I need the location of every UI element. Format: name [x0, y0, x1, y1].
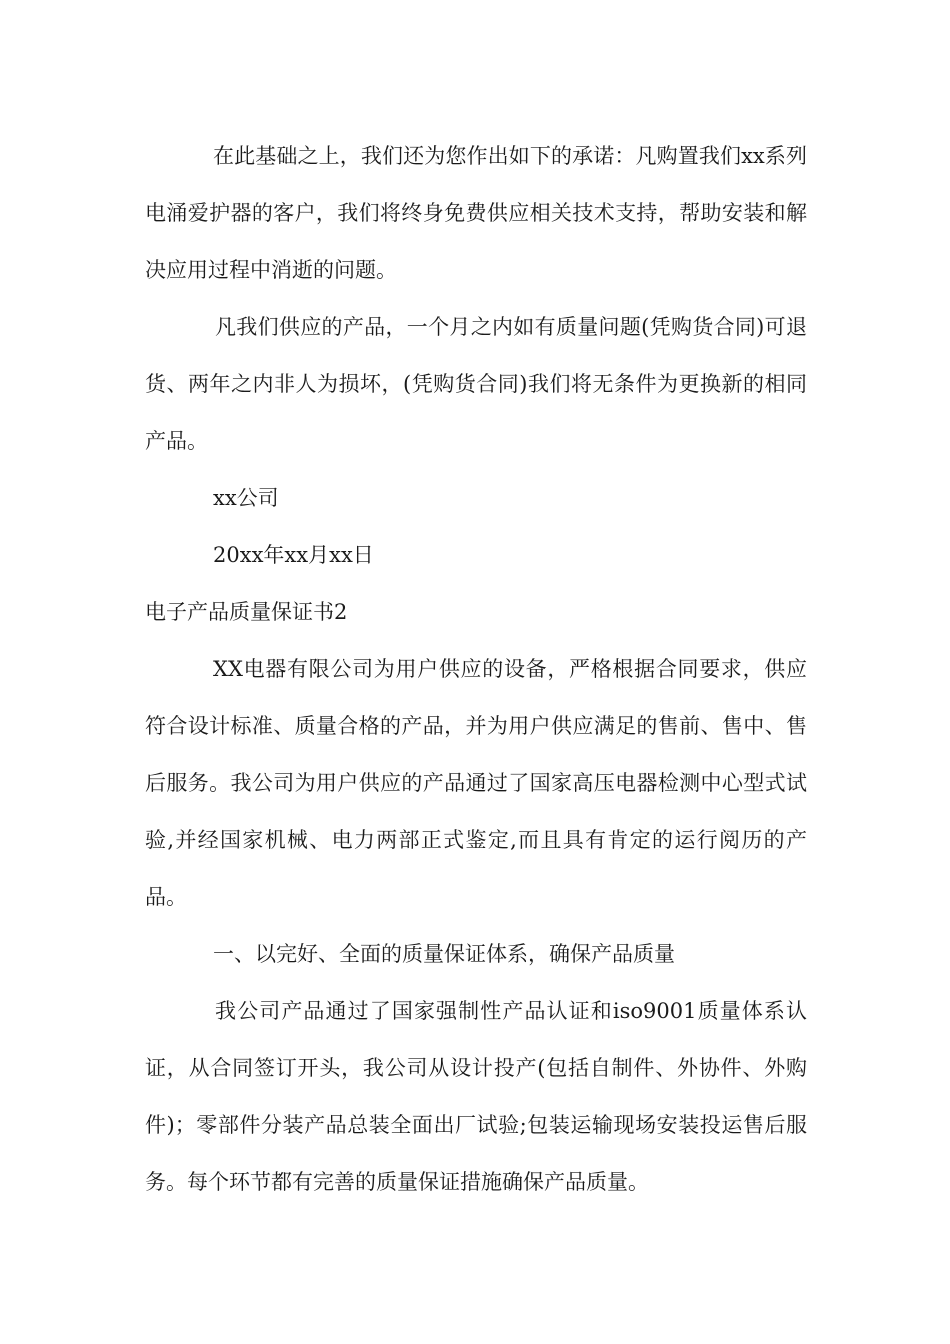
signature-date: 20xx年xx月xx日	[213, 543, 374, 567]
section-heading-quality-system: 一、以完好、全面的质量保证体系，确保产品质量	[213, 942, 675, 966]
signature-company: xx公司	[213, 486, 279, 510]
paragraph-commitment: 在此基础之上，我们还为您作出如下的承诺：凡购置我们xx系列电涌爱护器的客户，我们将终身免费供应相关技术支持，帮助安装和解决应用过程中消逝的问题。	[145, 144, 807, 282]
paragraph-certification: 我公司产品通过了国家强制性产品认证和iso9001质量体系认证，从合同签订开头，我公司从设计投产(包括自制件、外协件、外购件)；零部件分装产品总装全面出厂试验;包装运输现场安装投运售后服务。每个环节都有完善的质量保证措施确保产品质量。	[145, 999, 807, 1194]
paragraph-return-policy: 凡我们供应的产品，一个月之内如有质量问题(凭购货合同)可退货、两年之内非人为损坏，(凭购货合同)我们将无条件为更换新的相同产品。	[145, 315, 807, 453]
paragraph-company-intro: XX电器有限公司为用户供应的设备，严格根据合同要求，供应符合设计标准、质量合格的产品，并为用户供应满足的售前、售中、售后服务。我公司为用户供应的产品通过了国家高压电器检测中心型式试验,并经国家机械、电力两部正式鉴定,而且具有肯定的运行阅历的产品。	[145, 657, 807, 909]
document-body	[145, 128, 807, 1211]
section-title: 电子产品质量保证书2	[145, 600, 348, 624]
